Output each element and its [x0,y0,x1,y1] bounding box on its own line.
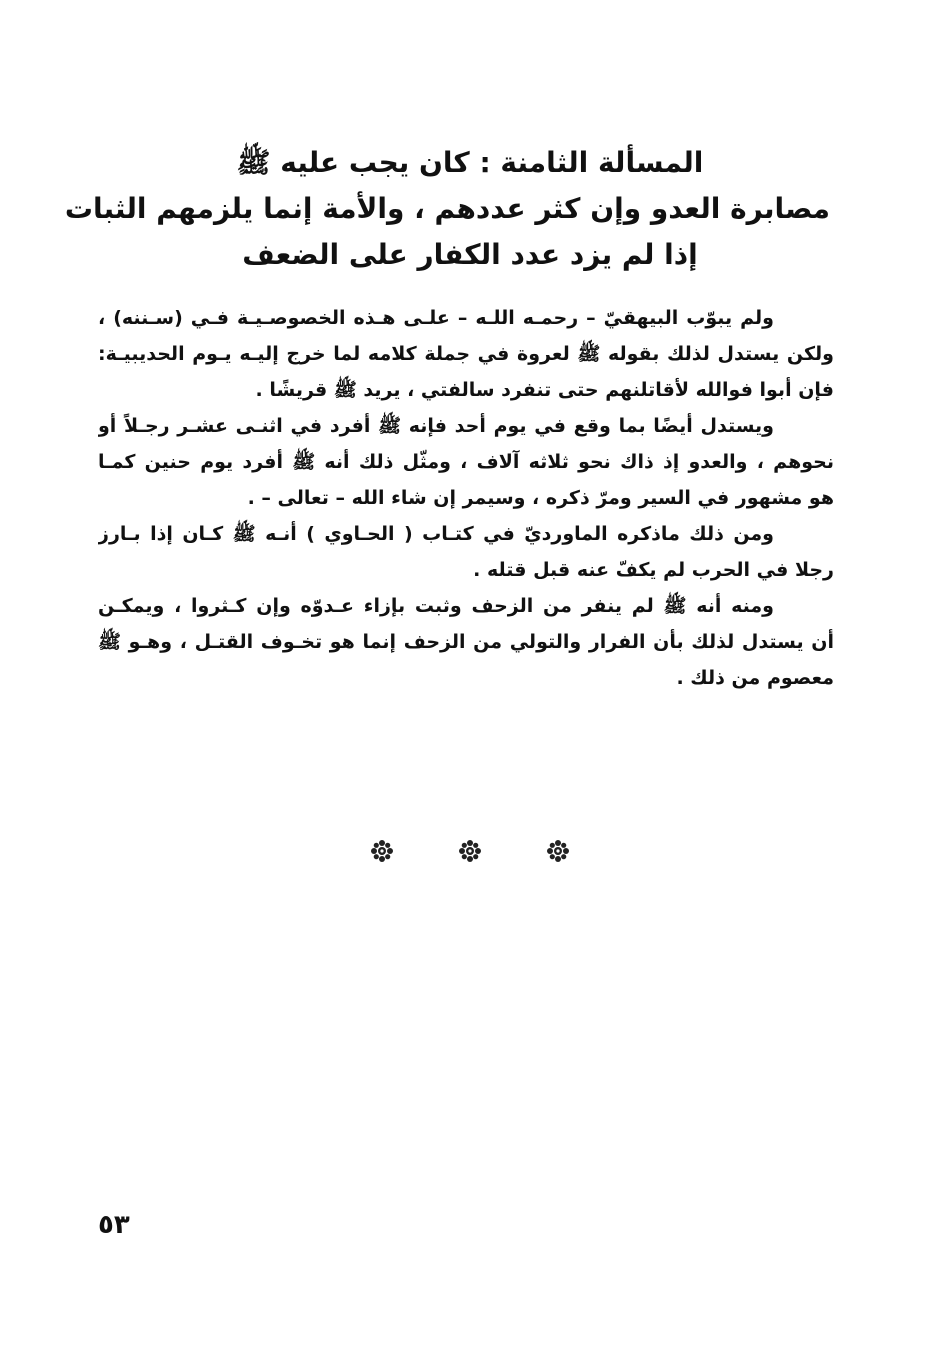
text-line: فإن أبوا فوالله لأقاتلنهم حتى تنفرد سالفتي ، يريد ﷺ قريشًا . [255,379,834,401]
heading-line-2: مصابرة العدو وإن كثر عددهم ، والأمة إنما يلزمهم الثبات [64,192,830,225]
text-line: ولم يبوّب البيهقيّ – رحمـه اللـه – علـى هـذه الخصوصـيـة فـي (سـننه) ، [98,307,774,329]
text-line: ومن ذلك ماذكره الماورديّ في كتـاب ( الحـاوي ) أنـه ﷺ كـان إذا بـارز [98,523,774,545]
text-line: ويستدل أيضًا بما وقع في يوم أحد فإنه ﷺ أفرد في اثنـى عشـر رجـلاً أو [98,415,774,437]
text-line: ولكن يستدل لذلك بقوله ﷺ لعروة في جملة كلامه لما خرج إليـه يـوم الحديبيـة: [98,343,834,365]
page-number: ٥٣ [98,1210,130,1240]
heading-line-1: المسألة الثامنة : كان يجب عليه ﷺ [236,146,704,179]
floral-ornament-icon [370,839,394,863]
text-line: نحوهم ، والعدو إذ ذاك نحو ثلاثه آلاف ، ومثّل ذلك أنه ﷺ أفرد يوم حنين كمـا [98,451,834,473]
text-line: هو مشهور في السير ومرّ ذكره ، وسيمر إن شاء الله – تعالى – . [247,487,834,509]
text-line: رجلا في الحرب لم يكفّ عنه قبل قتله . [473,559,834,581]
floral-ornament-icon [546,839,570,863]
text-line: أن يستدل لذلك بأن الفرار والتولي من الزحف إنما هو تخـوف القتـل ، وهـو ﷺ [98,631,834,653]
text-line: ومنه أنه ﷺ لم ينفر من الزحف وثبت بإزاء عـدوّه وإن كـثروا ، ويمكـن [98,595,774,617]
floral-ornament-icon [458,839,482,863]
section-heading [64,140,830,278]
section-divider-ornaments [370,836,570,866]
heading-line-3: إذا لم يزد عدد الكفار على الضعف [242,238,698,271]
text-line: معصوم من ذلك . [676,667,834,689]
paragraph-1 [98,300,834,408]
body-text [98,300,834,696]
paragraph-3 [98,516,834,588]
paragraph-2 [98,408,834,516]
paragraph-4 [98,588,834,696]
